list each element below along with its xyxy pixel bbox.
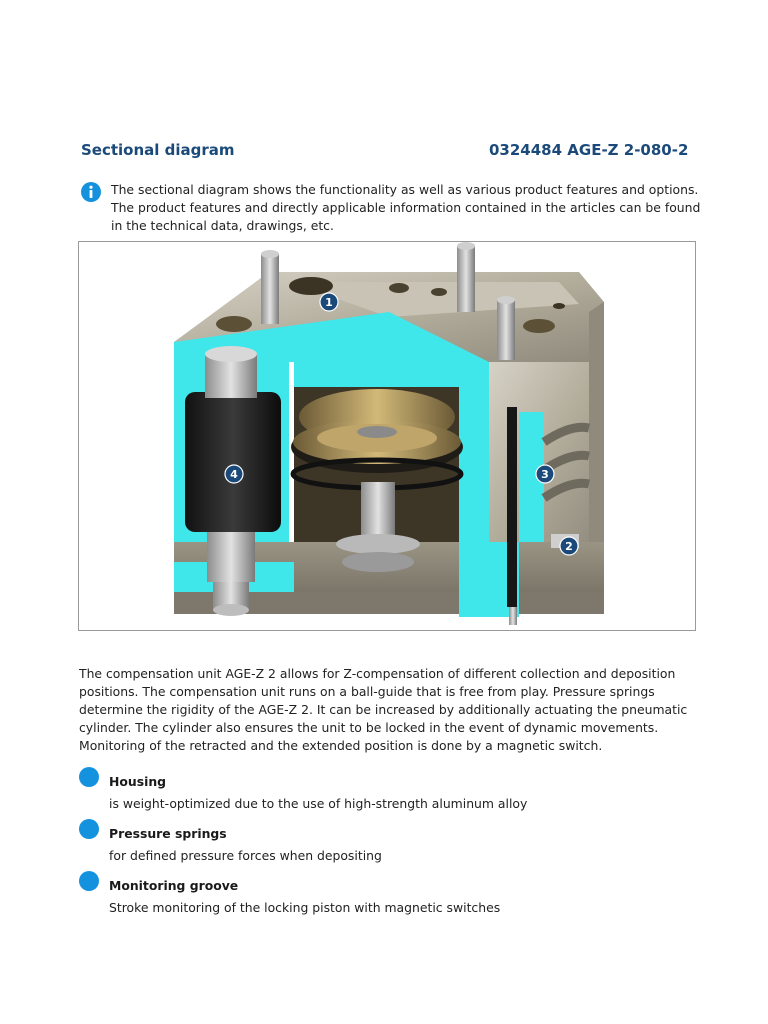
bullet-icon — [79, 767, 99, 787]
sectional-diagram-figure — [78, 241, 696, 631]
feature-title: Housing — [109, 774, 167, 789]
callout-3-label: 3 — [541, 468, 549, 481]
callout-1-label: 1 — [325, 296, 333, 309]
callout-2-label: 2 — [565, 540, 573, 553]
callout-4-label: 4 — [230, 468, 238, 481]
product-code: 0324484 AGE-Z 2-080-2 — [489, 141, 689, 159]
feature-title: Monitoring groove — [109, 878, 239, 893]
bullet-icon — [79, 819, 99, 839]
page-title: Sectional diagram — [81, 141, 235, 159]
feature-description: is weight-optimized due to the use of high-strength aluminum alloy — [109, 796, 528, 811]
info-icon — [81, 182, 101, 202]
feature-title: Pressure springs — [109, 826, 227, 841]
sectional-diagram-illustration — [79, 242, 695, 630]
feature-description: for defined pressure forces when depositing — [109, 848, 382, 863]
description-paragraph: The compensation unit AGE-Z 2 allows for Z-compensation of different collection and deposition positions. The compensation unit runs on a ball-guide that is free from play. Pressure springs determine the rigidity of the AGE-Z 2. It can be increased by additionally actuating the pneumatic cylinder. The cylinder also ensures the unit to be locked in the event of dynamic movements. Monitoring of the retracted and the extended position is done by a magnetic switch. — [79, 666, 688, 753]
intro-text: The sectional diagram shows the functionality as well as various product features and options. The product features and directly applicable information contained in the articles can be found in the technical data, drawings, etc. — [111, 182, 701, 233]
bullet-icon — [79, 871, 99, 891]
feature-description: Stroke monitoring of the locking piston with magnetic switches — [109, 900, 501, 915]
